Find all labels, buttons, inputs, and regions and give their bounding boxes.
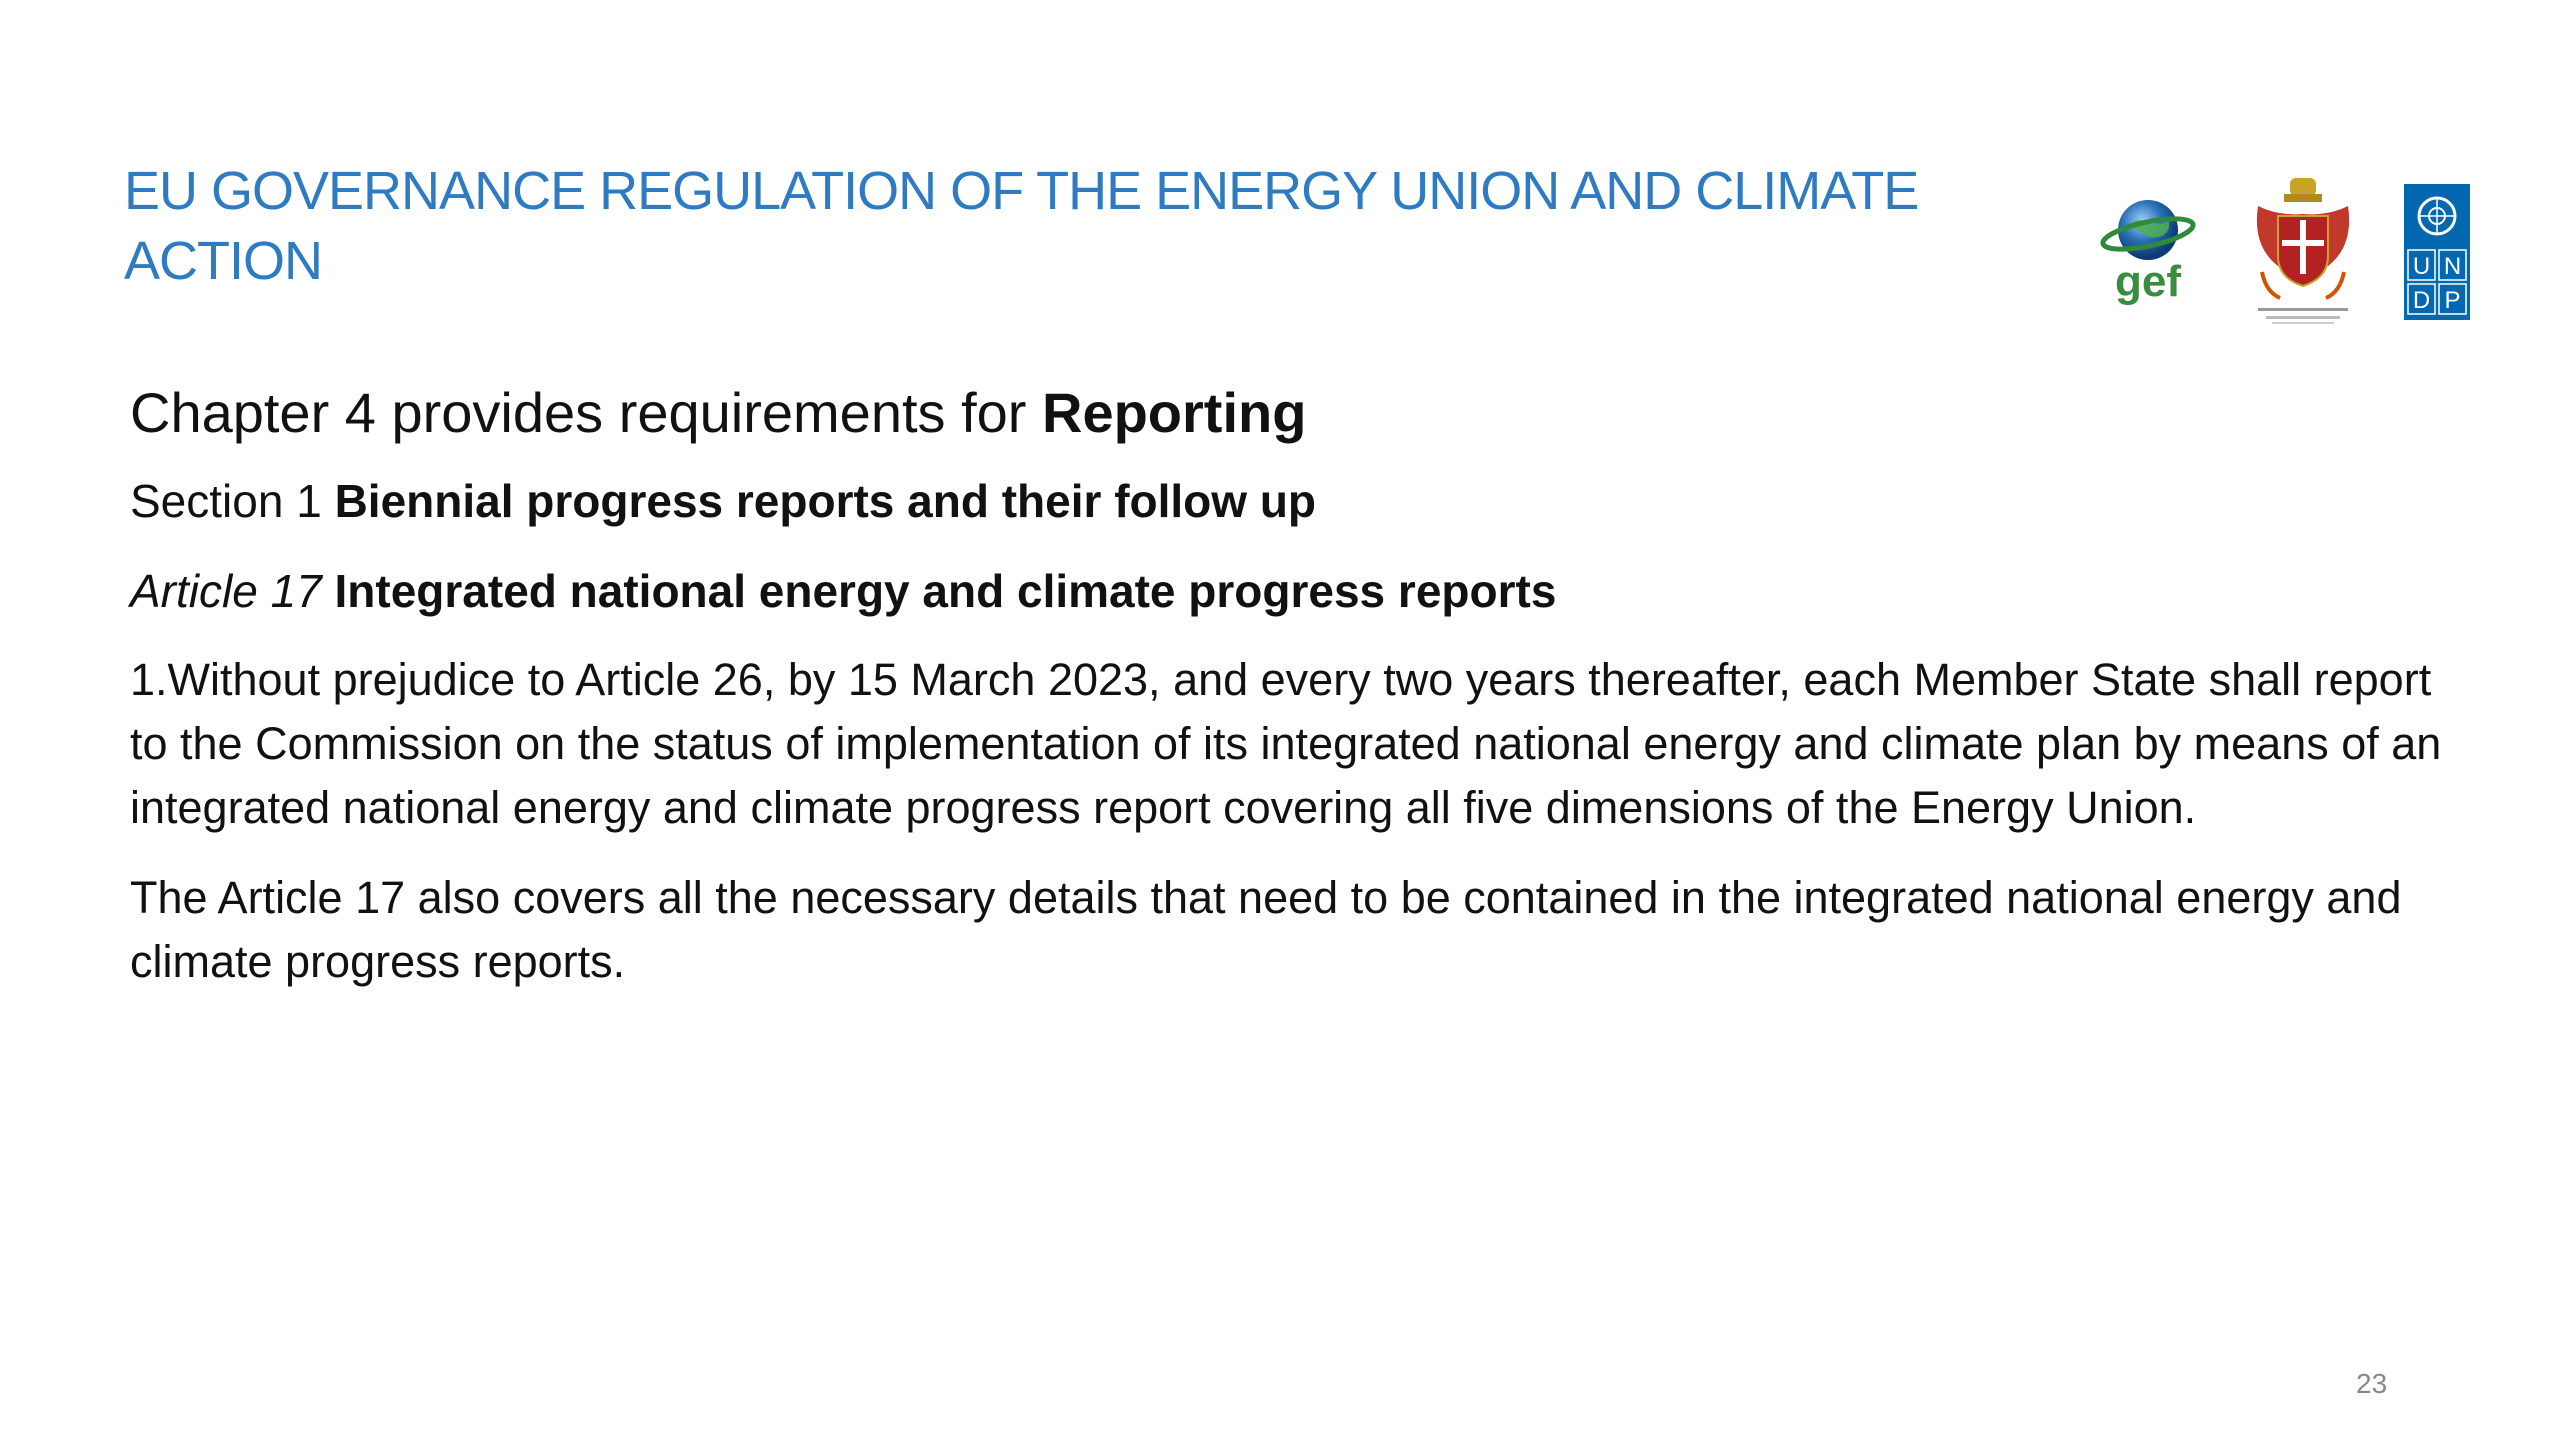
section-prefix: Section 1 bbox=[130, 475, 335, 527]
slide-body bbox=[130, 378, 2460, 1020]
paragraph-1: 1.Without prejudice to Article 26, by 15 March 2023, and every two years thereafter, each Member State shall report to the Commission on the status of implementation of its integrated national energy and climate plan by means of an integrated national energy and climate progress report covering all five dimensions of the Energy Union. bbox=[130, 654, 2442, 833]
slide-title: EU GOVERNANCE REGULATION OF THE ENERGY UNION AND CLIMATE ACTION bbox=[124, 161, 1919, 291]
undp-letter-d: D bbox=[2412, 287, 2431, 314]
chapter-heading bbox=[130, 378, 2460, 448]
chapter-keyword: Reporting bbox=[1042, 381, 1307, 444]
article-number: Article 17 bbox=[130, 565, 335, 617]
undp-letter-u: U bbox=[2412, 253, 2431, 280]
gef-logo-text: gef bbox=[2115, 257, 2181, 306]
undp-letter-n: N bbox=[2443, 253, 2462, 280]
article-heading bbox=[130, 560, 2460, 622]
serbia-coat-of-arms-logo bbox=[2248, 176, 2358, 326]
gef-logo bbox=[2098, 188, 2198, 308]
undp-letter-p: P bbox=[2444, 287, 2461, 314]
paragraph-2: The Article 17 also covers all the necessary details that need to be contained in the integrated national energy and climate progress reports. bbox=[130, 872, 2402, 987]
logo-group bbox=[2098, 176, 2488, 332]
undp-logo bbox=[2404, 184, 2470, 320]
page-number: 23 bbox=[2356, 1368, 2388, 1399]
section-heading bbox=[130, 470, 2460, 532]
section-title: Biennial progress reports and their follow up bbox=[334, 475, 1317, 527]
article-title: Integrated national energy and climate progress reports bbox=[334, 565, 1557, 617]
chapter-prefix: Chapter 4 provides requirements for bbox=[130, 381, 1042, 444]
